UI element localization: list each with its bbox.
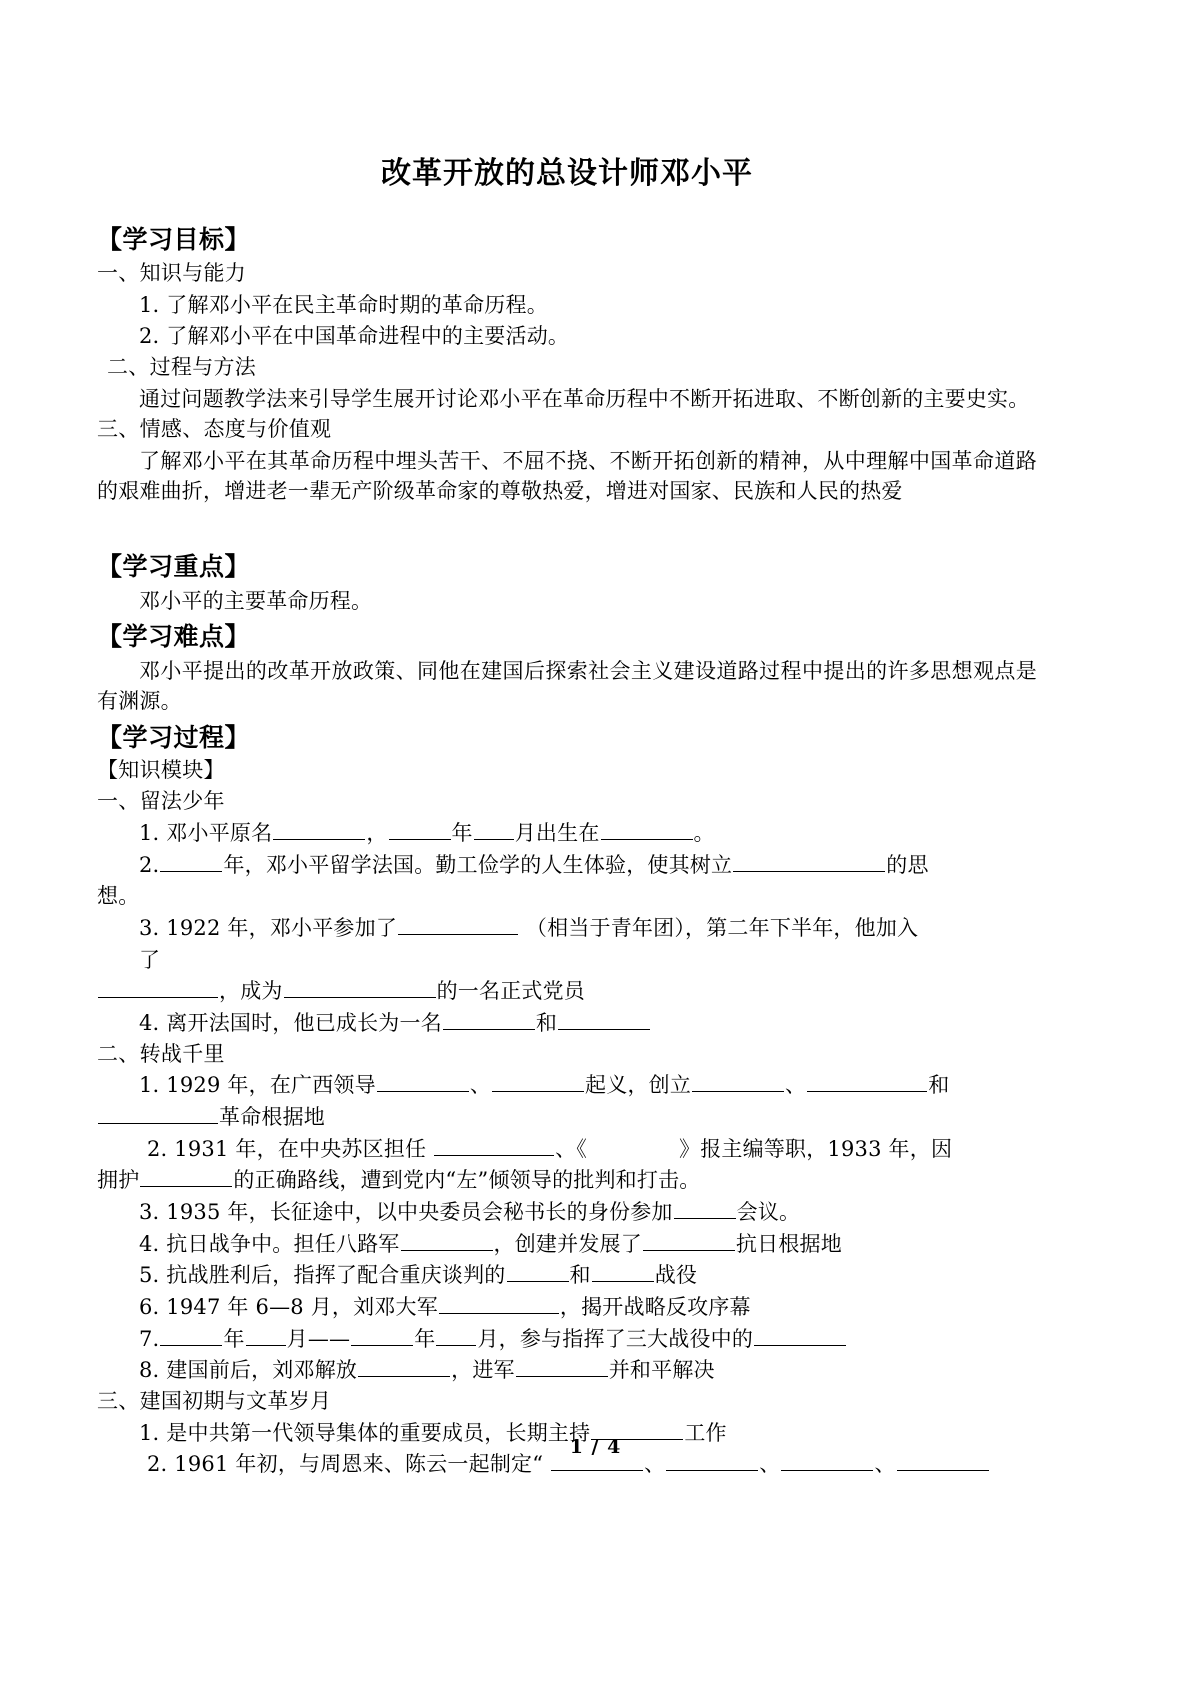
answer-blank[interactable] [273, 818, 365, 840]
q3-text-b: （相当于青年团），第二年下半年，他加入 [525, 915, 919, 940]
part-one-question-3-cont1: 了 [139, 947, 161, 972]
answer-blank[interactable] [439, 1292, 559, 1314]
answer-blank[interactable] [246, 1324, 286, 1346]
objectives-part2-heading: 二、过程与方法 [107, 354, 257, 379]
answer-blank[interactable] [160, 1324, 222, 1346]
section-heading-key-points: 【学习重点】 [97, 551, 251, 581]
answer-blank[interactable] [160, 850, 222, 872]
answer-blank[interactable] [358, 1355, 450, 1377]
part-two-question-1-cont [97, 1102, 1037, 1133]
p2q2-text-a: 2. 1931 年，在中央苏区担任 [147, 1136, 427, 1161]
answer-blank[interactable] [516, 1355, 608, 1377]
part-one-question-4 [97, 1008, 1037, 1039]
p2q7-text-e: 月，参与指挥了三大战役中的 [477, 1326, 754, 1351]
p2q5-text-c: 战役 [654, 1263, 698, 1288]
q4-text-a: 4. 离开法国时，他已成长为一名 [139, 1010, 442, 1035]
q2-text-b: 年，邓小平留学法国。勤工俭学的人生体验，使其树立 [223, 852, 733, 877]
answer-blank[interactable] [434, 1134, 554, 1156]
section-heading-objectives: 【学习目标】 [97, 225, 251, 254]
part-three-heading: 三、建国初期与文革岁月 [97, 1388, 332, 1413]
p2q1-text-d: 、 [785, 1073, 807, 1098]
p2q1-text-f: 革命根据地 [219, 1105, 325, 1130]
answer-blank[interactable] [558, 1008, 650, 1030]
q1-text-c: 年 [451, 821, 473, 845]
p2q7-text-c: 月—— [286, 1326, 351, 1351]
p2q7-text-b: 年 [223, 1326, 245, 1351]
section-heading-difficulties: 【学习难点】 [97, 622, 251, 651]
p2q8-text-b: ，进军 [451, 1358, 515, 1383]
q3-text-e: 的一名正式党员 [436, 979, 586, 1004]
objectives-part2-body: 通过问题教学法来引导学生展开讨论邓小平在革命历程中不断开拓进取、不断创新的主要史实。 [139, 386, 1030, 411]
document-body [97, 118, 1037, 1481]
p2q2-text-d: 拥护 [97, 1168, 140, 1193]
key-points-body: 邓小平的主要革命历程。 [139, 588, 373, 613]
answer-blank[interactable] [692, 1070, 784, 1092]
answer-blank[interactable] [140, 1165, 232, 1187]
p2q8-text-c: 并和平解决 [608, 1358, 715, 1383]
answer-blank[interactable] [507, 1260, 569, 1282]
answer-blank[interactable] [443, 1008, 535, 1030]
q1-text-a: 1. 邓小平原名 [139, 821, 273, 845]
q4-text-b: 和 [535, 1010, 558, 1035]
answer-blank[interactable] [98, 976, 218, 998]
part-two-question-5 [97, 1260, 1037, 1291]
q1-text-d: 月出生在 [514, 821, 600, 845]
answer-blank[interactable] [389, 818, 451, 840]
spacer [97, 508, 1037, 536]
answer-blank[interactable] [351, 1324, 413, 1346]
p2q1-text-c: 起义，创立 [585, 1073, 692, 1098]
p2q1-text-b: 、 [469, 1073, 492, 1098]
part-one-question-1 [97, 818, 1037, 849]
p2q6-text-a: 6. 1947 年 6—8 月，刘邓大军 [139, 1295, 438, 1319]
part-two-question-2 [97, 1134, 1037, 1165]
answer-blank[interactable] [733, 850, 885, 872]
answer-blank[interactable] [398, 913, 518, 935]
part-one-question-2-cont: 想。 [97, 884, 140, 909]
q3-text-d: ，成为 [219, 979, 283, 1004]
answer-blank[interactable] [807, 1070, 927, 1092]
p2q3-text-b: 会议。 [736, 1200, 801, 1225]
answer-blank[interactable] [643, 1229, 735, 1251]
p2q2-text-b: 、《 [555, 1136, 588, 1161]
answer-blank[interactable] [754, 1324, 846, 1346]
part-one-question-2 [97, 850, 1037, 881]
answer-blank[interactable] [401, 1229, 493, 1251]
part-two-heading: 二、转战千里 [97, 1041, 225, 1066]
p2q3-text-a: 3. 1935 年，长征途中，以中央委员会秘书长的身份参加 [139, 1200, 673, 1225]
answer-blank[interactable] [674, 1197, 736, 1219]
p2q2-text-e: 的正确路线，遭到党内“左”倾领导的批判和打击。 [233, 1168, 701, 1193]
p2q5-text-a: 5. 抗战胜利后，指挥了配合重庆谈判的 [139, 1263, 506, 1288]
answer-blank[interactable] [492, 1070, 584, 1092]
part-two-question-2-cont [97, 1165, 1037, 1196]
knowledge-module-heading: 【知识模块】 [97, 758, 225, 783]
objectives-item-2: 2. 了解邓小平在中国革命进程中的主要活动。 [139, 324, 570, 349]
answer-blank[interactable] [284, 976, 436, 998]
part-two-question-8 [97, 1355, 1037, 1386]
objectives-item-1: 1. 了解邓小平在民主革命时期的革命历程。 [139, 292, 548, 317]
p2q4-text-c: 抗日根据地 [735, 1231, 842, 1256]
p2q4-text-a: 4. 抗日战争中。担任八路军 [139, 1231, 400, 1256]
answer-blank[interactable] [98, 1102, 218, 1124]
answer-blank[interactable] [377, 1070, 469, 1092]
q1-text-b: ， [366, 821, 388, 845]
part-two-question-6 [97, 1292, 1037, 1323]
part-one-heading: 一、留法少年 [97, 789, 225, 814]
answer-blank[interactable] [592, 1260, 654, 1282]
q3-text-a: 3. 1922 年，邓小平参加了 [139, 915, 398, 940]
objectives-part1-heading: 一、知识与能力 [97, 260, 247, 285]
q2-text-c: 的思 [886, 852, 929, 877]
p2q7-text-a: 7. [139, 1326, 160, 1351]
part-one-question-3 [97, 913, 1037, 944]
p3q1-text-b: 工作 [684, 1420, 727, 1445]
answer-blank[interactable] [474, 818, 514, 840]
page-title: 改革开放的总设计师邓小平 [381, 156, 753, 191]
answer-blank[interactable] [601, 818, 693, 840]
difficulties-body: 邓小平提出的改革开放政策、同他在建国后探索社会主义建设道路过程中提出的许多思想观点是有渊源。 [97, 658, 1037, 714]
p3q2-text-b: 、 [644, 1452, 666, 1477]
p2q8-text-a: 8. 建国前后，刘邓解放 [139, 1358, 358, 1383]
part-two-question-7 [97, 1324, 1037, 1355]
p2q5-text-b: 和 [569, 1263, 591, 1288]
section-heading-process: 【学习过程】 [97, 722, 251, 752]
objectives-part3-heading: 三、情感、态度与价值观 [97, 417, 332, 442]
p2q4-text-b: ，创建并发展了 [493, 1231, 642, 1256]
p3q1-text-a: 1. 是中共第一代领导集体的重要成员，长期主持 [139, 1420, 591, 1445]
p3q2-text-a: 2. 1961 年初，与周恩来、陈云一起制定“ [147, 1452, 544, 1477]
p2q1-text-e: 和 [928, 1073, 950, 1098]
p2q2-text-c: 》报主编等职，1933 年，因 [679, 1136, 953, 1161]
p2q1-text-a: 1. 1929 年，在广西领导 [139, 1073, 376, 1098]
p2q6-text-b: ，揭开战略反攻序幕 [559, 1295, 751, 1319]
p2q7-text-d: 年 [414, 1326, 436, 1351]
part-two-question-3 [97, 1197, 1037, 1228]
p3q2-text-d: 、 [874, 1452, 896, 1477]
part-one-question-3-cont2 [97, 976, 1037, 1007]
answer-blank[interactable] [436, 1324, 476, 1346]
p3q2-text-c: 、 [759, 1452, 781, 1477]
objectives-part3-body: 了解邓小平在其革命历程中埋头苦干、不屈不挠、不断开拓创新的精神，从中理解中国革命道路的艰难曲折，增进老一辈无产阶级革命家的尊敬热爱，增进对国家、民族和人民的热爱 [97, 448, 1037, 504]
q1-text-e: 。 [693, 821, 715, 845]
part-two-question-1 [97, 1070, 1037, 1101]
page-number-footer: 1 / 4 [569, 1436, 622, 1458]
part-two-question-4 [97, 1229, 1037, 1260]
q2-text-a: 2. [139, 852, 160, 877]
